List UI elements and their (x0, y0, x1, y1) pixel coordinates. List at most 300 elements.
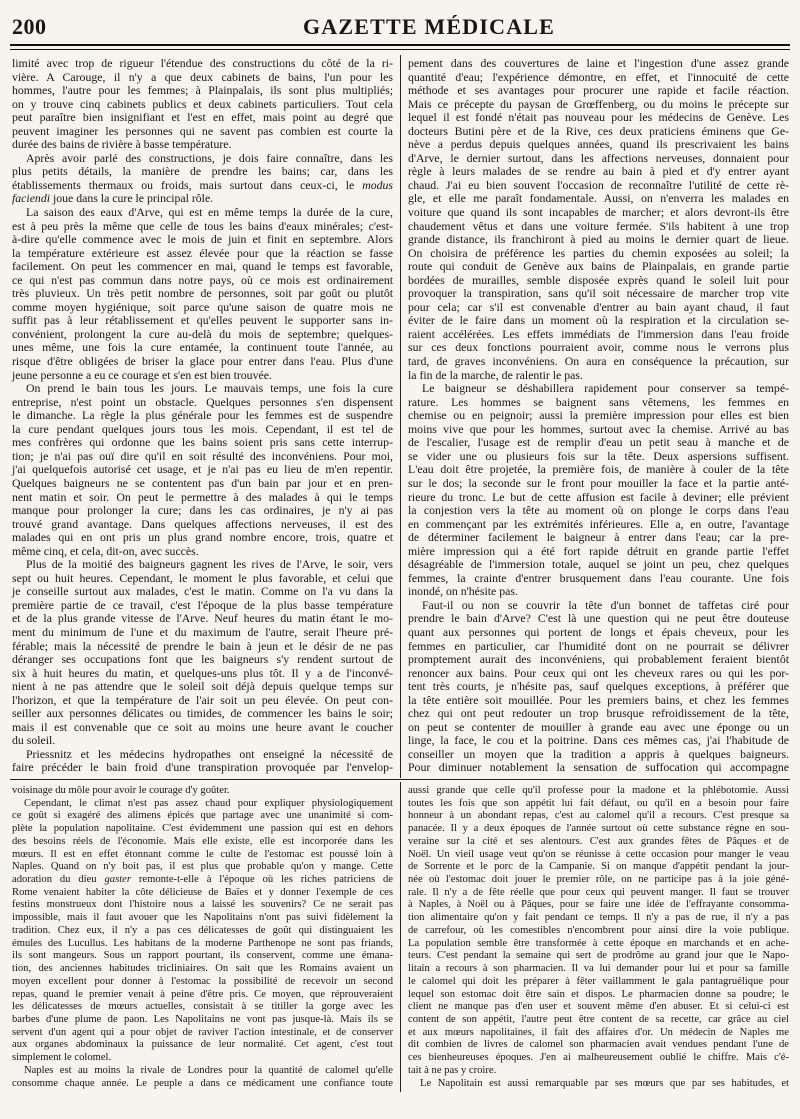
line-segment: adoration du dieu (12, 874, 105, 886)
line-text: tradition. Chez eux, il n'y a pas ces délicatesses de goût qui distinguaient les (12, 924, 393, 936)
line-text: faire précéder le bain froid d'une transpiration provoquée par l'envelop- (12, 760, 393, 775)
line-text: Le baigneur se déshabillera rapidement pour conserver sa tempé- (422, 381, 789, 396)
line-text: sur ces deux fonctions pourraient avoir, comme nous le verrons plus (408, 340, 789, 355)
line-text: nient à ne pas attendre que le soleil soit déjà depuis quelque temps sur (12, 679, 393, 694)
text-line (12, 436, 393, 450)
text-line (408, 396, 789, 410)
text-line (12, 138, 393, 152)
line-text: la fin de la marche, de ralentir le pas. (408, 367, 583, 382)
line-text: rieure du tronc. Le but de cette affusion est facile à deviner; elle prévient (408, 489, 789, 504)
line-text: honneur à un abondant repas, c'est au calomel qu'il a recours. C'est presque sa (408, 810, 789, 822)
text-line (12, 989, 393, 1002)
line-text: facilement. On peut les commencer en mai, quand le temps est favorable, (12, 259, 393, 274)
line-text: tion alimentaire qu'on y fait pendant ce temps. Il n'y a pas de rue, il n'y a pas (408, 912, 789, 924)
text-line (408, 667, 789, 681)
text-line (408, 626, 789, 640)
text-line (12, 810, 393, 823)
text-line (408, 680, 789, 694)
text-line (12, 463, 393, 477)
line-text: est à peu près la même que celle de tous les bains d'eaux minérales; c'est- (12, 218, 393, 233)
line-text: grande distance, ils franchiront à pied au moins le dernier quart de lieue. (408, 232, 789, 247)
text-line (408, 179, 789, 193)
text-line (12, 836, 393, 849)
upper-column-divider (400, 55, 401, 778)
text-line (408, 260, 789, 274)
line-text: impossible, mais il faut avouer que les Napolitains n'ont pas suivi fidèlement la (12, 912, 393, 924)
text-line (12, 341, 393, 355)
text-line (12, 247, 393, 261)
line-text: rale. Il n'y a de fête réelle que pour ceux qui peuvent manger. Il faut se trouver (408, 886, 789, 898)
line-text: On prend le bain tous les jours. Le mauvais temps, une fois la cure (26, 381, 393, 396)
text-line (12, 382, 393, 396)
line-text: renoncer aux bains. Pour ceux qui ont les cheveux rares ou qui les por- (408, 665, 789, 680)
text-line (12, 125, 393, 139)
text-line (408, 640, 789, 654)
line-text: nent matin et soir. On peut le permettre à des malades à qui le temps (12, 489, 393, 504)
text-line (408, 1078, 789, 1091)
text-line (12, 233, 393, 247)
text-line (12, 963, 393, 976)
line-text: méthode et ses avantages pour procurer une rapide et facile réaction. (408, 83, 789, 98)
text-line (408, 220, 789, 234)
line-text: docteurs Butini père et de la Rive, ces deux praticiens éminens que Ge- (408, 123, 789, 138)
text-line (12, 491, 393, 505)
line-text: comme moyen hygiénique, soit parce qu'une saison de quatre mois ne (12, 299, 393, 314)
text-line (408, 545, 789, 559)
line-text: tait à ne pas y croire. (408, 1064, 497, 1076)
text-line (12, 680, 393, 694)
line-text: tent très courts, je n'hésite pas, sauf quelques exceptions, à préférer que (408, 679, 789, 694)
text-line (12, 707, 393, 721)
line-text: bordées de murailles, semble disposée exprès quand le soleil luit pour (408, 272, 789, 287)
line-text: tard, de graves inconvéniens. On aura en conséquence la précaution, sur (408, 354, 789, 369)
text-line (408, 518, 789, 532)
line-text: même cinq, et cela, dit-on, avec succès. (12, 543, 199, 558)
line-text: quant aux personnes qui portent de longs et épais cheveux, pour les (408, 624, 789, 639)
line-text: Priessnitz et les médecins hydropathes ont enseigné la nécessité de (26, 746, 393, 761)
line-segment: joue dans la cure le principal rôle. (50, 191, 214, 206)
text-line (408, 572, 789, 586)
text-line (408, 165, 789, 179)
text-line (12, 899, 393, 912)
text-line (12, 504, 393, 518)
text-line (12, 748, 393, 762)
text-line (408, 423, 789, 437)
text-line (408, 355, 789, 369)
line-text: la tête entière soit mouillée. Pour les premiers bains, et chez les femmes (408, 692, 789, 707)
text-line (408, 192, 789, 206)
text-line (408, 1001, 789, 1014)
line-text: tion, des anciennes habitudes tricliniaires. On sait que les Romains avaient un (12, 963, 393, 975)
text-line (12, 206, 393, 220)
line-text: dit combien de livres de calomel son pharmacien avait vendues pendant l'une de (408, 1039, 789, 1051)
line-text: consomme chaque année. Le peuple a dans ce médicament une confiance toute (12, 1077, 393, 1089)
text-line (12, 612, 393, 626)
text-line (408, 748, 789, 762)
italic-term: modus (362, 177, 393, 192)
line-text: plus petits détails, la manière de prendre les bains; car, dans les (12, 164, 393, 179)
line-text: hommes, l'autre pour les femmes; à Plainpalais, ils sont plus multipliés; (12, 83, 393, 98)
text-line (12, 477, 393, 491)
line-text: Après avoir parlé des constructions, je dois faire connaître, dans les (26, 150, 393, 165)
text-line (12, 785, 393, 798)
page-number: 200 (12, 14, 47, 39)
line-text: servent d'un agent qui a pour objet de raviver l'action intestinale, et de conserver (12, 1026, 393, 1038)
line-text: route qui conduit de Genève aux bains de Plainpalais, en grande partie (408, 259, 789, 274)
line-text: Mais ce précepte du paysan de Grœffenberg, ou du moins le précepte sur (408, 96, 789, 111)
text-line (12, 734, 393, 748)
line-text: entreprise, n'est point un obstacle. Quelques personnes s'en dispensent (12, 394, 393, 409)
line-text: on y trouve cinq cabinets publics et deux cabinets particuliers. Tout cela (12, 96, 393, 111)
text-line (408, 653, 789, 667)
text-line (12, 640, 393, 654)
text-line (12, 938, 393, 951)
line-text: barbes d'une plume de paon. Les Napolitains ne vont pas jusque-là. Mais ils se (12, 1013, 393, 1025)
text-line (12, 925, 393, 938)
text-line (408, 899, 789, 912)
line-text: voisinage du môle pour avoir le courage d'y goûter. (12, 785, 230, 796)
text-line (12, 409, 393, 423)
line-text: moins vive que pour les hommes, surtout avec la chemise. Arrivé au bas (408, 421, 789, 436)
text-line (408, 810, 789, 823)
line-text (12, 178, 393, 192)
text-line (408, 84, 789, 98)
line-text: se vider une ou plusieurs fois sur la tête. Deux aspersions suffisent. (408, 448, 789, 463)
line-text: de Sorrente et le porc de la Campanie. Si on manque d'appétit pendant la jour- (408, 861, 789, 873)
line-text: chaud. J'ai eu bien souvent l'occasion de reconnaître l'utilité de cette rè- (408, 177, 789, 192)
line-text: convénient, prolongent la cure au-delà du mois de septembre; quelques- (12, 326, 393, 341)
line-text: manque pour prolonger la cure; dans les cas ordinaires, je n'y ai pas (12, 503, 393, 518)
text-line (12, 887, 393, 900)
line-text: mais il est convenable que ce soit au moins une heure avant le coucher (12, 719, 393, 734)
text-line (408, 558, 789, 572)
line-text: aux organes abdominaux la puissance de leur normalité. Cet agent, c'est tout (12, 1039, 393, 1051)
line-text: Cependant, le climat n'est pas assez chaud pour expliquer physiologiquement (24, 797, 393, 809)
text-line (408, 925, 789, 938)
line-text: jeune personne a eu ce courage et s'en est bien trouvée. (12, 367, 272, 382)
line-text: trouvé grand avantage. Dans quelques affections nerveuses, il est des (12, 516, 393, 531)
line-text: suffit pas à leur rétablissement et qu'elles peuvent le supporter sans in- (12, 313, 393, 328)
text-line (12, 1039, 393, 1052)
line-text: Rome venaient habiter la côte délicieuse de Baïes et y donner l'exemple de ces (12, 886, 393, 898)
text-line (408, 861, 789, 874)
text-line (12, 653, 393, 667)
text-line (408, 301, 789, 315)
line-text: Pour diminuer notablement la sensation de suffocation qui accompagne (408, 760, 789, 775)
line-text: toutes les fois que son appétit lui fait défaut, ou qu'il en a besoin pour faire (408, 797, 789, 809)
text-line (12, 260, 393, 274)
line-text: femmes, la crainte d'entrer brusquement dans l'eau courante. Une fois (408, 570, 789, 585)
text-line (12, 950, 393, 963)
line-text: seiller aux personnes délicates ou timides, de commencer les bains le soir; (12, 706, 393, 721)
text-line (408, 989, 789, 1002)
line-text: repas, quand le premier venait à peine d'être pris. Ce moyen, que réprouveraient (12, 988, 393, 1000)
line-text: la température extérieure est assez élevée pour que la réaction se fasse (12, 245, 393, 260)
text-line (12, 1014, 393, 1027)
line-text: La saison des eaux d'Arve, qui est en même temps la durée de la cure, (26, 205, 393, 220)
text-line (12, 98, 393, 112)
line-text (12, 191, 213, 205)
text-line (408, 599, 789, 613)
text-line (408, 694, 789, 708)
text-line (408, 963, 789, 976)
line-text: Le Napolitain est aussi remarquable par ses mœurs que par ses habitudes, et (420, 1077, 789, 1089)
text-line (408, 912, 789, 925)
line-text: sur le dos; la seconde sur le front pour mouiller la face et la partie anté- (408, 475, 789, 490)
text-line (12, 572, 393, 586)
text-line (408, 450, 789, 464)
line-text: peut paraître bien insignifiant et l'est en effet, mais point au degré que (12, 110, 393, 125)
line-text: mière impression qui a été fort rapide détruit en grande partie l'effet (408, 543, 789, 558)
text-line (12, 626, 393, 640)
text-line (408, 761, 789, 775)
line-text: le calomel qui doit les préparer à fêter vaillamment le gala pantagruélique pour (408, 975, 789, 987)
line-text: ces bienheureuses époques. J'en ai malheureusement oublié le chiffre. Mais c'é- (408, 1052, 789, 1064)
line-segment: établissements thermaux ou froids, mais surtout dans ceux-ci, le (12, 177, 363, 192)
text-line (408, 247, 789, 261)
text-line (408, 409, 789, 423)
text-line (408, 504, 789, 518)
text-line (408, 477, 789, 491)
text-line (12, 912, 393, 925)
text-line (12, 599, 393, 613)
line-text: nève a perdus depuis quelques années, quand ils prescrivaient les bains (408, 137, 789, 152)
text-line (12, 694, 393, 708)
text-line (408, 734, 789, 748)
text-line (12, 450, 393, 464)
line-text: déranger ses occupations font que les baigneurs s'y rendent surtout de (12, 652, 393, 667)
line-text: vière. A Carouge, il n'y a que deux cabinets de bains, l'un pour les (12, 69, 393, 84)
line-text: festins monstrueux dont l'histoire nous a laissé les souvenirs? Ce ne serait pas (12, 899, 393, 911)
text-line (12, 976, 393, 989)
text-line (408, 1052, 789, 1065)
header-double-rule (10, 44, 790, 50)
line-text: linge, la face, le cou et la poitrine. Dans ces mêmes cas, j'ai l'habitude de (408, 733, 789, 748)
text-line (12, 369, 393, 383)
text-line (408, 836, 789, 849)
text-line (408, 874, 789, 887)
text-line (408, 57, 789, 71)
text-line (12, 861, 393, 874)
line-text: peuvent imaginer les personnes qui ne savent pas combien est courte la (12, 123, 393, 138)
text-line (12, 531, 393, 545)
line-text: voiture que quand ils sont incapables de marcher; et alors devront-ils être (408, 205, 789, 220)
text-line (408, 785, 789, 798)
text-line (12, 220, 393, 234)
line-text: tion; je n'ai pas ouï dire qu'il en soit résulté des inconvéniens. Pour moi, (12, 448, 393, 463)
text-line (12, 396, 393, 410)
line-text: Quelques baigneurs ne se contentent pas d'un bain par jour et en pren- (12, 475, 393, 490)
text-line (408, 798, 789, 811)
text-line (408, 721, 789, 735)
text-line (408, 976, 789, 989)
text-line (12, 314, 393, 328)
line-text: chez qui ont peut redouter un trop brusque refroidissement de la tête, (408, 706, 789, 721)
line-text: rature. Les hommes se baignent sans vêtemens, les femmes en (408, 394, 789, 409)
line-text: Plus de la moitié des baigneurs gagnent les rives de l'Arve, le soir, vers (26, 557, 393, 572)
text-line (408, 1065, 789, 1078)
line-text: à-dire qu'elle commence avec le mois de juin et finit en septembre. Alors (12, 232, 393, 247)
text-line (12, 192, 393, 206)
line-text: prendre le bain d'Arve? C'est là une question qui ne peut être douteuse (408, 611, 789, 626)
line-text: les délicatesses de mœurs actuelles, consistait à se titiller la gorge avec les (12, 1001, 393, 1013)
line-text: pement dans des couvertures de laine et l'ingestion d'une assez grande (408, 56, 789, 70)
section-divider-rule (10, 779, 790, 780)
text-line (12, 798, 393, 811)
line-text: de carrefour, où les comestibles n'encombrent pour ainsi dire la voie publique. (408, 924, 789, 936)
line-text: et aux mœurs napolitaines, il fait des affaires d'or. Un médecin de Naples me (408, 1026, 789, 1038)
line-text: mœurs. Il est en effet étonnant comme le culte de l'estomac est poussé loin à (12, 848, 393, 860)
line-text: le dimanche. La règle la plus générale pour les femmes est de suspendre (12, 408, 393, 423)
text-line (12, 57, 393, 71)
line-text: férable; mais la nécessité de prendre le bain à jeun et le désir de ne pas (12, 638, 393, 653)
text-line (408, 463, 789, 477)
text-line (408, 233, 789, 247)
line-text: du soleil. (12, 733, 56, 748)
lower-right-column (408, 785, 789, 1090)
line-text: à Naples, à Noël ou à Pâques, pour se faire une idée de l'effrayante consomma- (408, 899, 789, 911)
text-line (12, 71, 393, 85)
text-line (408, 71, 789, 85)
line-text: Faut-il ou non se couvrir la tête d'un bonnet de taffetas ciré pour (422, 597, 789, 612)
line-text: lequel son estomac doit être sain et dispos. Le pharmacien donne sa poudre; le (408, 988, 789, 1000)
text-line (408, 1014, 789, 1027)
text-line (12, 179, 393, 193)
text-line (12, 1001, 393, 1014)
line-text: en commençant par les extrémités inférieures. Elle a, en outre, l'avantage (408, 516, 789, 531)
text-line (408, 585, 789, 599)
lower-column-divider (400, 782, 401, 1092)
line-text: de l'escalier, l'usage est de remplir d'eau un petit seau à manche et de (408, 435, 789, 450)
text-line (12, 585, 393, 599)
text-line (408, 612, 789, 626)
line-text: risque d'être obligées de briser la glace pour entrer dans l'eau. Plus d'une (12, 354, 393, 369)
line-text: Naples. Quand on n'y boit pas, il est plus que probable qu'on y mange. Cette (12, 861, 393, 873)
line-text: née où l'estomac doit jouer le premier rôle, on ne participe pas à la joie géné- (408, 874, 789, 886)
line-text: content de son appétit, l'autre peut être content de sa recette, car grâce au ciel (408, 1013, 789, 1025)
text-line (12, 1027, 393, 1040)
line-text: j'ai quelquefois autorisé cet usage, et je n'ai pas eu lieu de m'en repentir. (12, 462, 393, 477)
line-text: aussi grande que celle qu'il professe pour la madone et la phlébotomie. Aussi (408, 785, 789, 796)
text-line (12, 545, 393, 559)
line-text: chaudement vêtus et dans une voiture fermée. S'ils habitent à une trop (408, 218, 789, 233)
line-text: de déterminer facilement le baigneur à entrer dans l'eau; car la pre- (408, 530, 789, 545)
line-text: sept ou huit heures. Cependant, le moment le plus favorable, et celui que (12, 570, 393, 585)
text-line (12, 301, 393, 315)
line-text: règle à leurs malades de se rendre au bain à pied et d'y entrer ayant (408, 164, 789, 179)
line-segment: remonte-t-elle à l'époque où les riches patriciens de (130, 874, 393, 886)
text-line (12, 287, 393, 301)
line-text: promptement aurait des inconvéniens, qui probablement feraient bientôt (408, 652, 789, 667)
line-text: ment du minimum de l'une et du maximum de l'autre, serait l'heure pré- (12, 624, 393, 639)
text-line (12, 355, 393, 369)
line-text: unes même, une fois la cure entamée, la continuent toute l'année, au (12, 340, 393, 355)
line-text: ce qui n'est pas commun dans notre pays, où ce mois est ordinairement (12, 272, 393, 287)
line-text: femmes en particulier, car l'humidité dont on ne pourrait se délivrer (408, 638, 789, 653)
text-line (12, 165, 393, 179)
italic-term: gaster (104, 874, 131, 886)
line-text: inondé, on n'hésite pas. (408, 584, 518, 599)
line-text: d'Arve, le dernier surtout, dans les affections nerveuses, donnaient pour (408, 150, 789, 165)
line-text: moyen excellent pour donner à l'estomac la possibilité de recevoir un second (12, 975, 393, 987)
text-line (408, 98, 789, 112)
text-line (12, 152, 393, 166)
text-line (408, 125, 789, 139)
text-line (408, 707, 789, 721)
text-line (12, 518, 393, 532)
text-line (408, 950, 789, 963)
line-text: je conseille surtout aux malades, c'est le matin. Comme on l'a vu dans la (12, 584, 393, 599)
text-line (12, 667, 393, 681)
text-line (408, 369, 789, 383)
text-line (12, 1078, 393, 1091)
text-line (408, 823, 789, 836)
line-text: mes confrères qui ordonne que les bains soient pris sans cette interrup- (12, 435, 393, 450)
line-text: et de la plus grande vitesse de l'Arve. Neuf heures du matin étant le mo- (12, 611, 393, 626)
text-line (408, 938, 789, 951)
text-line (408, 1027, 789, 1040)
italic-term: faciendi (12, 191, 51, 206)
line-text: très pluvieux. Un très petit nombre de personnes, soit par goût ou plutôt (12, 286, 393, 301)
line-text: la cure pendant quelques jours tous les mois. Cependant, il est tel de (12, 421, 393, 436)
upper-right-column (408, 57, 789, 775)
line-text: l'horizon, et que la température de l'air soit un peu élevée. On peut con- (12, 692, 393, 707)
line-text: teurs. C'est pendant la semaine qui sert de prodrôme au grand jour que le Napo- (408, 950, 789, 962)
line-text: raient accélérées. Les effets immédiats de l'immersion dans l'eau froide (408, 326, 789, 341)
line-text: émules des Lucullus. Les habitans de la moderne Parthenope ne sont pas friands, (12, 937, 393, 949)
line-text: litain a recours à son pharmacien. Il va lui demander pour lui et pour sa famille (408, 963, 789, 975)
line-text: conseiller un moyen que la tradition a appris à quelques baigneurs. (408, 746, 789, 761)
line-text (12, 874, 393, 885)
text-line (408, 436, 789, 450)
text-line (12, 721, 393, 735)
text-line (12, 328, 393, 342)
text-line (12, 84, 393, 98)
upper-left-column (12, 57, 393, 775)
text-line (408, 314, 789, 328)
line-text: Naples est au moins la rivale de Londres pour la quantité de calomel qu'elle (24, 1064, 393, 1076)
line-text: on peut se contenter de mouiller à grande eau avec une éponge ou un (408, 719, 789, 734)
line-text: première partie de ce travail, c'est l'époque de la plus basse température (12, 597, 393, 612)
lower-left-column (12, 785, 393, 1090)
line-text: des besoins réels de l'économie. Mais elle existe, elle est incorporée dans les (12, 835, 393, 847)
line-text: panacée. Il y a deux époques de l'année surtout où cette substance règne en sou- (408, 823, 789, 835)
line-text: durée des bains de rivière à basse température. (12, 137, 232, 152)
line-text: ils sont mangeurs. Sous un rapport pourtant, ils conservent, comme une émana- (12, 950, 393, 962)
line-text: provoquer la transpiration, sans qu'il soit nécessaire de marcher trop vite (408, 286, 789, 301)
text-line (12, 423, 393, 437)
line-text: chemise ou en peignoir; aussi la première impression pour elles est bien (408, 408, 789, 423)
text-line (12, 849, 393, 862)
line-text: gle, et elle me paraît fondamentale. Aussi, on n'enverra les malades en (408, 191, 789, 206)
line-text: La population semble être transformée à cette époque en marchands et en ache- (408, 937, 789, 949)
line-text: désagréable de l'immersion totale, auquel se joint un peu, chez quelques (408, 557, 789, 572)
text-line (408, 287, 789, 301)
text-line (12, 874, 393, 887)
line-text: simplement le colomel. (12, 1052, 112, 1064)
text-line (408, 849, 789, 862)
text-line (408, 382, 789, 396)
text-line (408, 274, 789, 288)
line-text: client ne manque pas d'en user et souvent même d'en abuser. Et si celui-ci est (408, 1001, 789, 1013)
line-text: plète la population napolitaine. C'est évidemment une passion qui est en dehors (12, 823, 393, 835)
text-line (408, 152, 789, 166)
line-text: éviter de le faire dans un moment où la respiration et la circulation se- (408, 313, 789, 328)
text-line (12, 274, 393, 288)
text-line (12, 1052, 393, 1065)
line-text: quantité d'eau; l'expérience démontre, en effet, et l'innocuité de cette (408, 69, 789, 84)
line-text: veraine sur la cité et ses alentours. C'est aux grandes fêtes de Pâques et de (408, 835, 789, 847)
